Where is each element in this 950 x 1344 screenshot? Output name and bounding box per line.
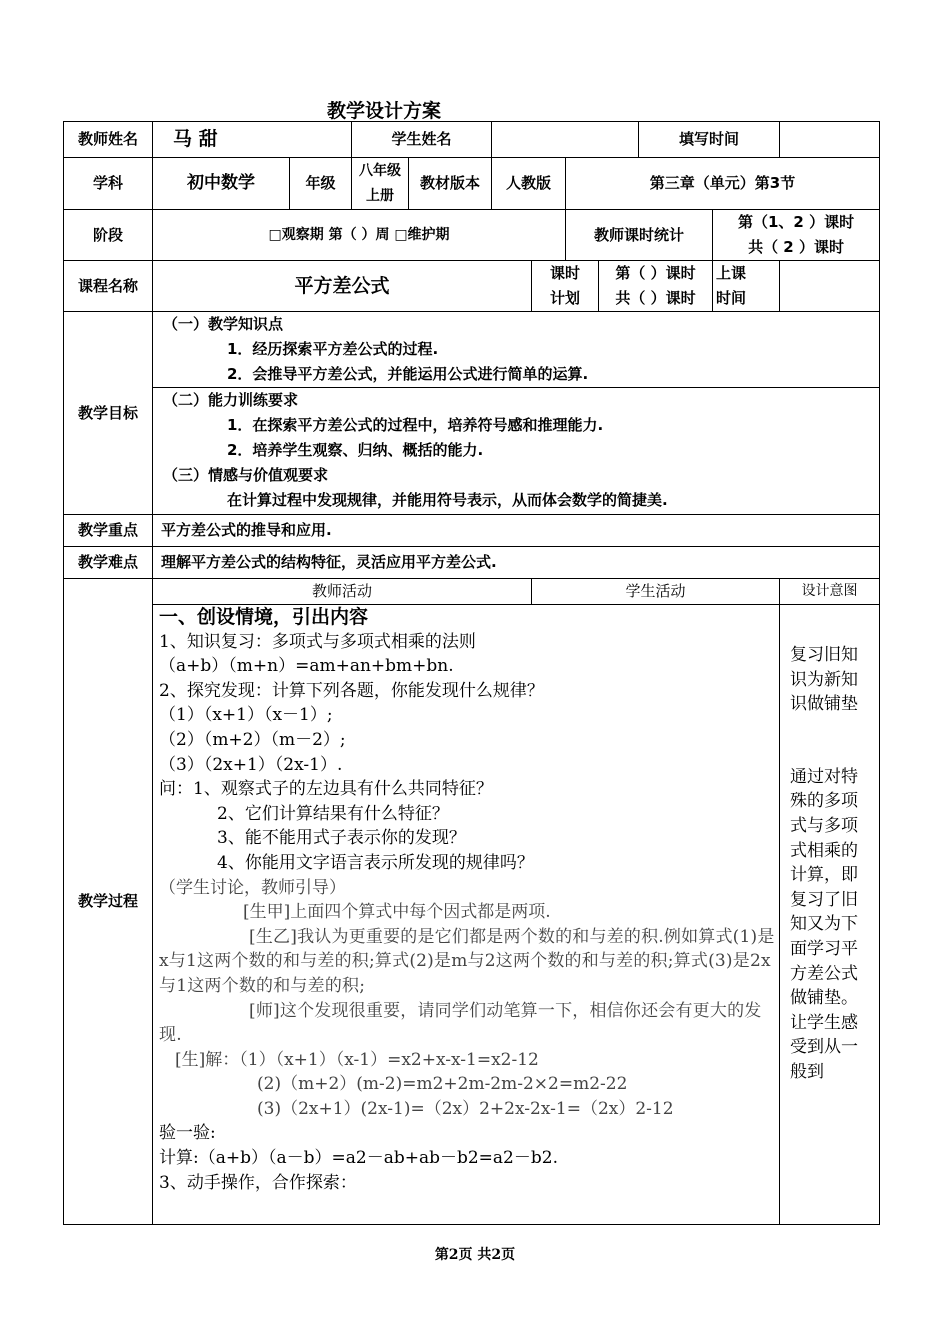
row-course bbox=[64, 261, 880, 312]
hours-stat-value bbox=[713, 210, 880, 261]
goals-s2-item: 1．在探索平方差公式的过程中，培养符号感和推理能力. bbox=[227, 416, 604, 434]
col-student-activity: 学生活动 bbox=[532, 579, 780, 605]
goals-label: 教学目标 bbox=[64, 312, 153, 515]
process-line: 2、探究发现：计算下列各题，你能发现什么规律？ bbox=[159, 680, 544, 701]
goals-s1-item: 2．会推导平方差公式，并能运用公式进行简单的运算. bbox=[227, 365, 589, 383]
design-intent-content bbox=[780, 605, 880, 1225]
hours-stat-label: 教师课时统计 bbox=[566, 210, 713, 261]
goals-s2-item: 2．培养学生观察、归纳、概括的能力. bbox=[227, 441, 484, 459]
chapter-value: 第三章（单元）第3节 bbox=[566, 158, 880, 210]
goals-content bbox=[153, 312, 880, 515]
process-heading: 一、创设情境，引出内容 bbox=[159, 606, 369, 628]
process-line: [生]解：（1）（x+1）（x-1）=x2+x-x-1=x2-12 bbox=[175, 1049, 539, 1070]
student-label: 学生姓名 bbox=[352, 122, 492, 158]
process-line: （1）（x+1）（x－1）; bbox=[159, 705, 333, 726]
key-point-label: 教学重点 bbox=[64, 515, 153, 547]
plan-label bbox=[532, 261, 599, 312]
row-difficulty bbox=[64, 547, 880, 579]
subject-value: 初中数学 bbox=[153, 158, 290, 210]
design-intent-2: 通过对特殊的多项式与多项式相乘的计算，即复习了旧知又为下面学习平方差公式做铺垫。让学生感受到从一般到 bbox=[790, 766, 859, 1082]
process-label: 教学过程 bbox=[64, 579, 153, 1225]
document-title: 教学设计方案 bbox=[327, 100, 442, 122]
stage-label: 阶段 bbox=[64, 210, 153, 261]
grade-label: 年级 bbox=[290, 158, 352, 210]
plan-label-line2: 计划 bbox=[550, 289, 581, 307]
class-time-line2: 时间 bbox=[716, 289, 747, 307]
process-line: 问：1、观察式子的左边具有什么共同特征？ bbox=[159, 779, 493, 800]
row-key-point bbox=[64, 515, 880, 547]
plan-line1: 第（ ）课时 bbox=[615, 264, 696, 282]
goals-s3-title: （三）情感与价值观要求 bbox=[163, 466, 329, 484]
class-time-label bbox=[713, 261, 780, 312]
goals-s3-item: 在计算过程中发现规律，并能用符号表示，从而体会数学的简捷美. bbox=[227, 491, 668, 509]
class-time-line1: 上课 bbox=[716, 264, 747, 282]
student-value bbox=[492, 122, 639, 158]
grade-value: 八年级上册 bbox=[352, 158, 409, 210]
subject-label: 学科 bbox=[64, 158, 153, 210]
process-line: 3、能不能用式子表示你的发现？ bbox=[217, 828, 466, 849]
fill-time-label: 填写时间 bbox=[639, 122, 780, 158]
class-time-value bbox=[780, 261, 880, 312]
process-line: (3)（2x+1）(2x-1)=（2x）2+2x-2x-1=（2x）2-12 bbox=[257, 1098, 674, 1119]
process-line: （学生讨论，教师引导） bbox=[159, 877, 346, 898]
hours-stat-line2: 共（ 2 ）课时 bbox=[748, 238, 844, 256]
plan-label-line1: 课时 bbox=[550, 264, 581, 282]
row-stage bbox=[64, 210, 880, 261]
process-content bbox=[153, 605, 780, 1225]
textbook-value: 人教版 bbox=[492, 158, 566, 210]
design-intent-1: 复习旧知识为新知识做铺垫 bbox=[790, 645, 859, 715]
difficulty-value: 理解平方差公式的结构特征，灵活应用平方差公式. bbox=[153, 547, 880, 579]
row-process-header bbox=[64, 579, 880, 605]
col-teacher-activity: 教师活动 bbox=[153, 579, 532, 605]
goals-s2-title: （二）能力训练要求 bbox=[163, 391, 299, 409]
teacher-label: 教师姓名 bbox=[64, 122, 153, 158]
plan-line2: 共（ ）课时 bbox=[615, 289, 696, 307]
stage-value: □观察期 第（ ）周 □维护期 bbox=[153, 210, 566, 261]
process-line: 计算:（a+b）（a－b）=a2－ab+ab－b2=a2－b2. bbox=[159, 1148, 558, 1169]
course-value: 平方差公式 bbox=[153, 261, 532, 312]
process-line: 1、知识复习：多项式与多项式相乘的法则 bbox=[159, 631, 476, 652]
process-line: 2、它们计算结果有什么特征？ bbox=[217, 803, 449, 824]
row-goals bbox=[64, 312, 880, 515]
hours-stat-line1: 第（1、2 ）课时 bbox=[737, 213, 855, 231]
textbook-label: 教材版本 bbox=[409, 158, 492, 210]
col-design-intent: 设计意图 bbox=[780, 579, 880, 605]
process-line: （a+b）（m+n）=am+an+bm+bn. bbox=[159, 656, 454, 677]
plan-value bbox=[599, 261, 713, 312]
process-line: [生甲]上面四个算式中每个因式都是两项. bbox=[243, 902, 551, 923]
process-line: 4、你能用文字语言表示所发现的规律吗？ bbox=[217, 852, 534, 873]
process-line: (2)（m+2）(m-2)=m2+2m-2m-2×2=m2-22 bbox=[257, 1074, 628, 1095]
process-paragraph: [生乙]我认为更重要的是它们都是两个数的和与差的积.例如算式(1)是x与1这两个数的和与差的积;算式(2)是m与2这两个数的和与差的积;算式(3)是2x与1这两个数的和与差的积; bbox=[159, 926, 775, 996]
goals-s1-title: （一）教学知识点 bbox=[163, 315, 284, 333]
goals-s1-item: 1．经历探索平方差公式的过程. bbox=[227, 340, 439, 358]
process-line: 验一验: bbox=[159, 1123, 216, 1144]
key-point-value: 平方差公式的推导和应用. bbox=[153, 515, 880, 547]
row-teacher bbox=[64, 122, 880, 158]
difficulty-label: 教学难点 bbox=[64, 547, 153, 579]
process-line: 3、动手操作，合作探索： bbox=[159, 1172, 357, 1193]
row-process-body bbox=[64, 605, 880, 1225]
course-label: 课程名称 bbox=[64, 261, 153, 312]
process-paragraph: [师]这个发现很重要，请同学们动笔算一下，相信你还会有更大的发现. bbox=[159, 1000, 762, 1046]
row-subject bbox=[64, 158, 880, 210]
fill-time-value bbox=[780, 122, 880, 158]
process-line: （2）（m+2）（m－2）; bbox=[159, 729, 346, 750]
lesson-plan-table bbox=[63, 121, 880, 1225]
process-line: （3）（2x+1）（2x-1）. bbox=[159, 754, 343, 775]
teacher-value: 马 甜 bbox=[153, 122, 352, 158]
page-footer: 第2页 共2页 bbox=[434, 1247, 516, 1263]
